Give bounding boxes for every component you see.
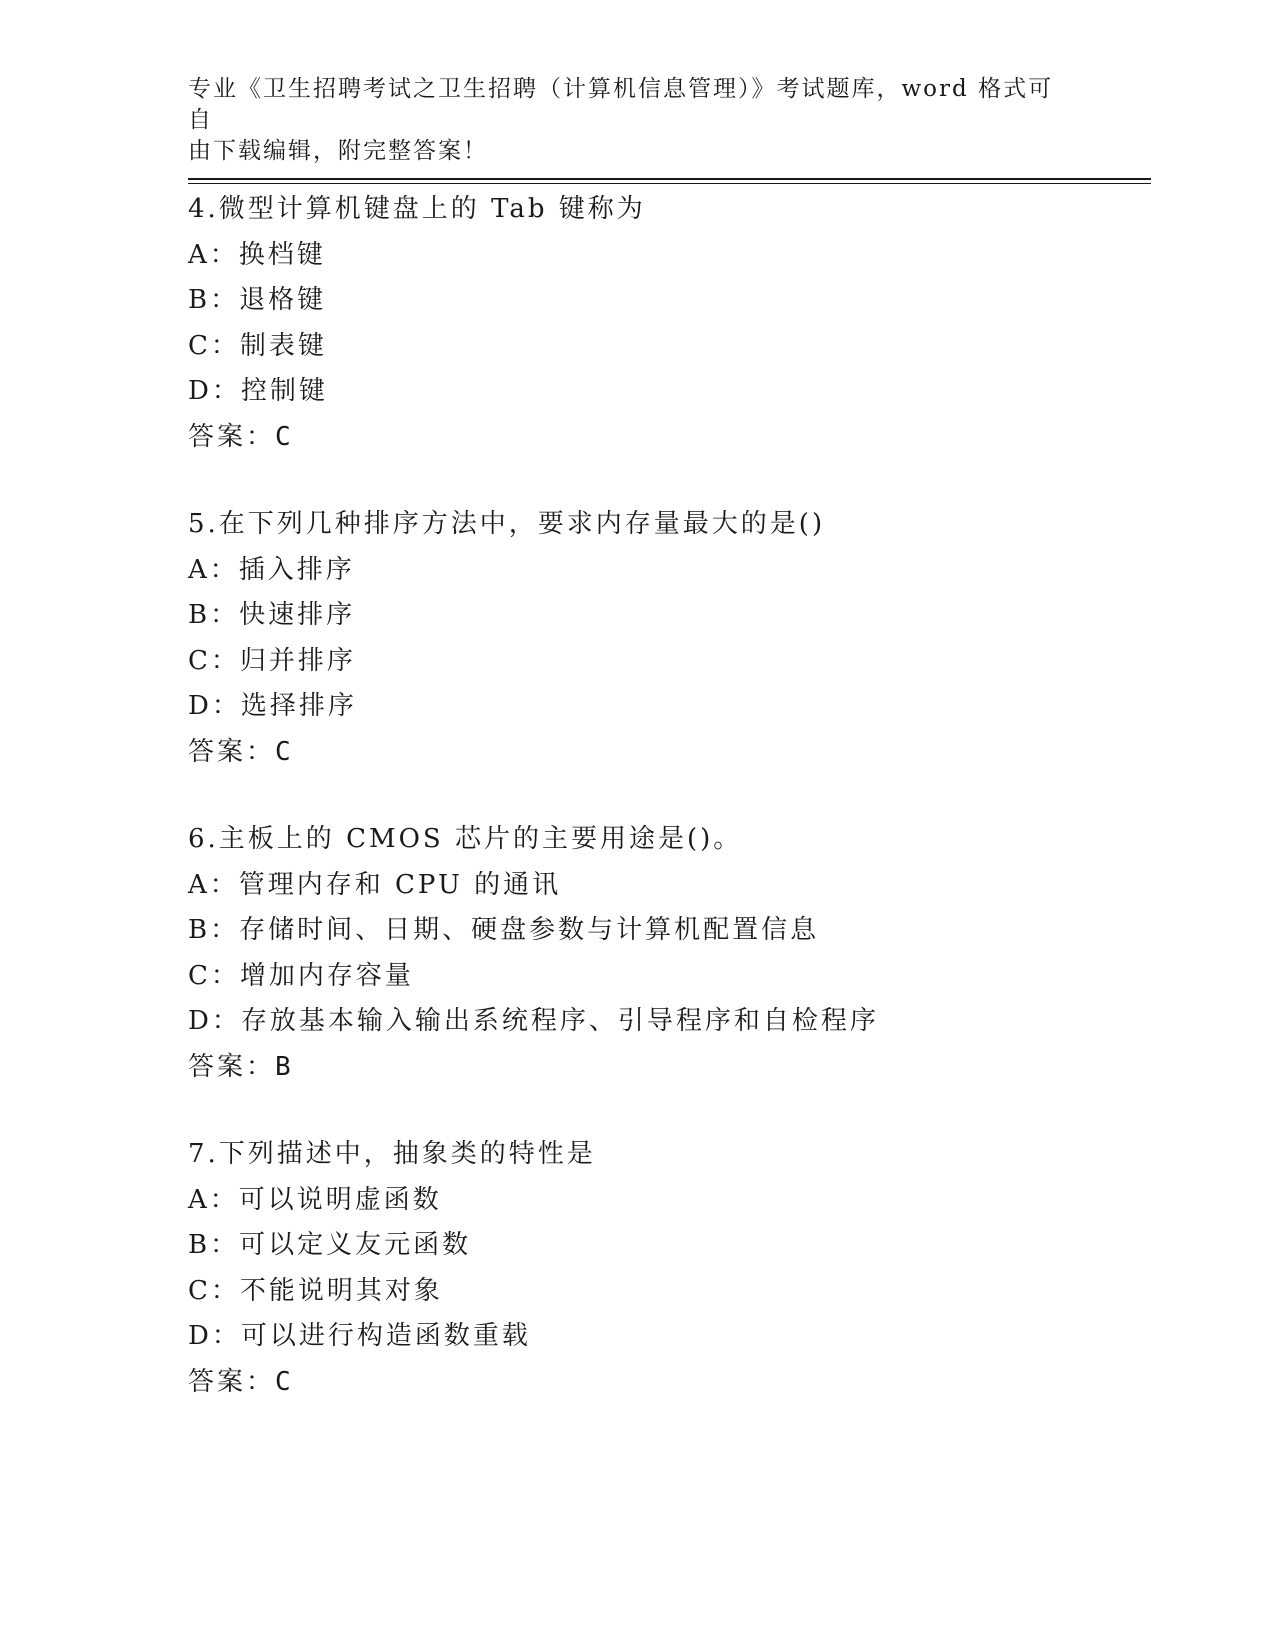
answer-line: 答案：C <box>188 421 294 452</box>
header-divider-thick <box>188 178 1151 180</box>
question-stem: 7.下列描述中，抽象类的特性是 <box>188 1139 596 1169</box>
option-b: B：可以定义友元函数 <box>188 1230 472 1261</box>
option-b: B：退格键 <box>188 285 327 316</box>
option-b: B：快速排序 <box>188 600 356 631</box>
answer-line: 答案：B <box>188 1051 294 1082</box>
option-c: C：制表键 <box>188 330 327 361</box>
answer-line: 答案：C <box>188 1366 294 1397</box>
option-c: C：归并排序 <box>188 645 356 676</box>
answer-line: 答案：C <box>188 736 294 767</box>
option-a: A：插入排序 <box>188 554 355 585</box>
question-stem: 5.在下列几种排序方法中，要求内存量最大的是() <box>188 509 826 539</box>
question-stem: 4.微型计算机键盘上的 Tab 键称为 <box>188 194 646 224</box>
option-d: D：可以进行构造函数重载 <box>188 1321 531 1352</box>
option-c: C：增加内存容量 <box>188 960 414 991</box>
question-block <box>188 1132 1088 1406</box>
header-line-1: 专业《卫生招聘考试之卫生招聘（计算机信息管理）》考试题库，word 格式可自 <box>188 76 1054 133</box>
question-stem: 6.主板上的 CMOS 芯片的主要用途是()。 <box>188 824 743 854</box>
option-b: B：存储时间、日期、硬盘参数与计算机配置信息 <box>188 915 820 946</box>
question-block <box>188 187 1088 461</box>
option-a: A：可以说明虚函数 <box>188 1184 442 1215</box>
question-block <box>188 817 1088 1091</box>
option-c: C：不能说明其对象 <box>188 1275 443 1306</box>
option-d: D：选择排序 <box>188 691 357 722</box>
header-divider-thin <box>188 183 1151 184</box>
header-line-2: 由下载编辑，附完整答案！ <box>188 138 488 164</box>
option-a: A：换档键 <box>188 239 326 270</box>
option-d: D：控制键 <box>188 376 328 407</box>
document-header <box>188 74 1068 167</box>
question-block <box>188 502 1088 776</box>
option-d: D：存放基本输入输出系统程序、引导程序和自检程序 <box>188 1006 879 1037</box>
option-a: A：管理内存和 CPU 的通讯 <box>188 869 562 900</box>
